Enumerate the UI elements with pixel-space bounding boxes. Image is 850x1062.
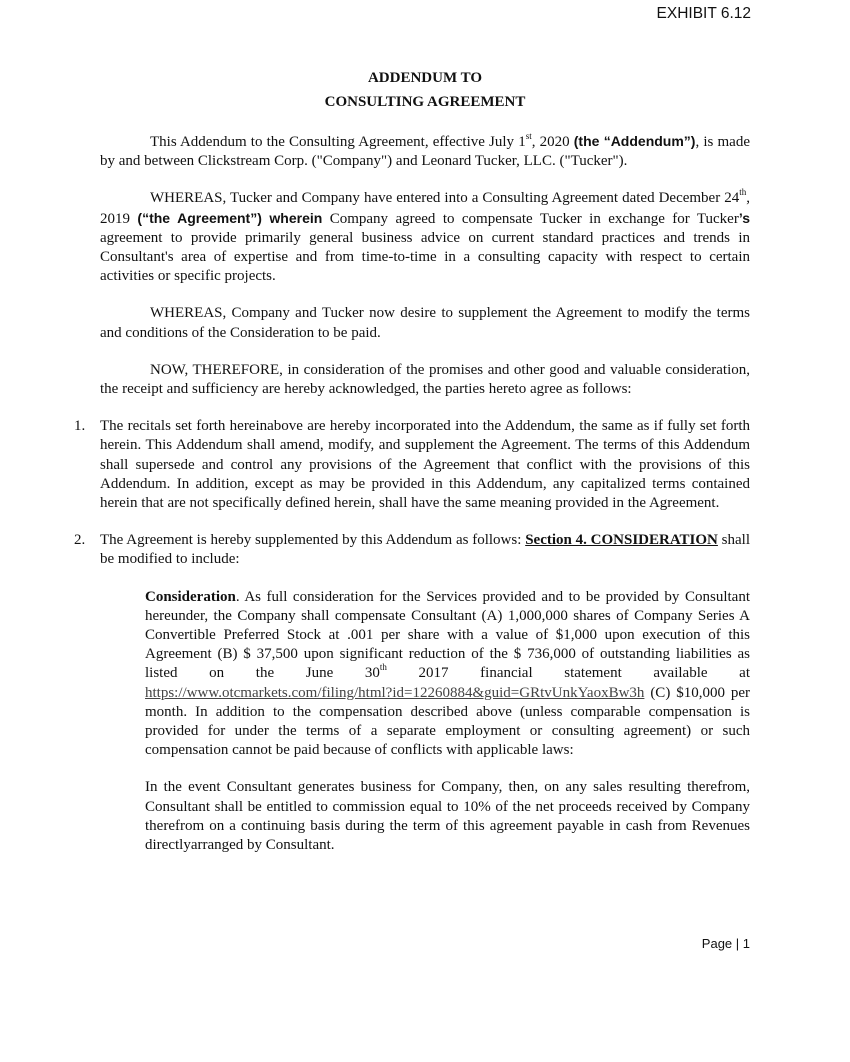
commission-paragraph: In the event Consultant generates business for Company, then, on any sales resulting therefrom, Consultant shall be entitled to commission equal to 10% of the net proceeds received by Company therefrom on a continuing basis during the term of this agreement payable in cash from Revenues directlyarranged by Consultant. [145, 779, 750, 854]
intro-text-a: This Addendum to the Consulting Agreement, effective July 1 [150, 134, 526, 150]
whereas1-possessive: ’s [738, 209, 750, 226]
whereas-paragraph-2: WHEREAS, Company and Tucker now desire to supplement the Agreement to modify the terms and conditions of the Consideration to be paid. [100, 305, 750, 341]
whereas-paragraph-1 [100, 189, 750, 286]
consideration-heading: Consideration [145, 588, 236, 605]
document-body [74, 66, 751, 855]
intro-text-c: , is made by and between Clickstream Corp. ("Company") and Leonard Tucker, LLC. ("Tucker"). [100, 134, 750, 170]
page-number: Page | 1 [701, 936, 750, 951]
consideration-text-a: . As full consideration for the Services provided and to be provided by Consultant hereunder, the Company shall compensate Consultant (A) 1,000,000 shares of Company Series A Convertible Preferred Stock at .001 per share with a value of $1,000 upon execution of this Agreement (B) $ 37,500 upon significant reduction of the $ 736,000 of outstanding liabilities as listed on the June 30 [145, 588, 750, 682]
intro-text-b: , 2020 [531, 134, 574, 150]
now-therefore-paragraph: NOW, THEREFORE, in consideration of the promises and other good and valuable consideration, the receipt and sufficiency are hereby acknowledged, the parties hereto agree as follows: [100, 361, 750, 398]
list-item-text: The recitals set forth hereinabove are hereby incorporated into the Addendum, the same as if fully set forth herein. This Addendum shall amend, modify, and supplement the Agreement. The terms of this Addendum shall supersede and control any provisions of the Agreement that conflict with the provisions of this Addendum. In addition, except as may be provided in this Addendum, any capitalized terms contained herein that are not specifically defined herein, shall have the same meaning provided in the Agreement. [100, 418, 750, 512]
intro-defined-term: (the “Addendum”) [573, 133, 696, 149]
whereas1-text-a: WHEREAS, Tucker and Company have entered into a Consulting Agreement dated December 24 [150, 190, 740, 207]
consideration-sup: th [379, 662, 387, 673]
whereas1-text-d: agreement to provide primarily general business advice on current standard practices and trends in Consultant's area of expertise and from time-to-time in a consulting capacity with respect to certain activities or specific projects. [100, 229, 750, 285]
title-line-1: ADDENDUM TO [367, 70, 483, 86]
section-reference: Section 4. CONSIDERATION [525, 532, 718, 549]
otcmarkets-link[interactable]: https://www.otcmarkets.com/filing/html?id=12260884&guid=GRtvUnkYaoxBw3h [145, 684, 645, 701]
whereas1-text-c: Company agreed to compensate Tucker in exchange for Tucker [322, 210, 739, 227]
whereas1-defined-term: (“the Agreement”) wherein [137, 209, 323, 226]
intro-sup: st [525, 131, 532, 141]
consideration-text-c: (C) $10,000 per month. In addition to the compensation described above (unless comparable compensation is provided for under the terms of a separate employment or consulting agreement) or such compensation cannot be paid because of conflicts with applicable laws: [145, 684, 750, 759]
title-line-2: CONSULTING AGREEMENT [324, 94, 526, 110]
document-title [100, 66, 750, 114]
intro-paragraph [100, 132, 750, 171]
whereas1-text-b: , 2019 [100, 190, 750, 227]
list-item-text-after: shall be modified to include: [100, 532, 751, 568]
list-item-text: The Agreement is hereby supplemented by this Addendum as follows: [100, 532, 526, 549]
list-number: 1. [74, 418, 86, 435]
consideration-paragraph [145, 588, 750, 761]
numbered-list [74, 417, 751, 569]
exhibit-label: EXHIBIT 6.12 [656, 5, 751, 22]
list-item-1 [74, 417, 750, 513]
consideration-text-b: 2017 financial statement available at [386, 665, 750, 682]
list-item-2 [74, 531, 751, 569]
list-number: 2. [74, 532, 86, 549]
whereas1-sup: th [739, 187, 747, 198]
